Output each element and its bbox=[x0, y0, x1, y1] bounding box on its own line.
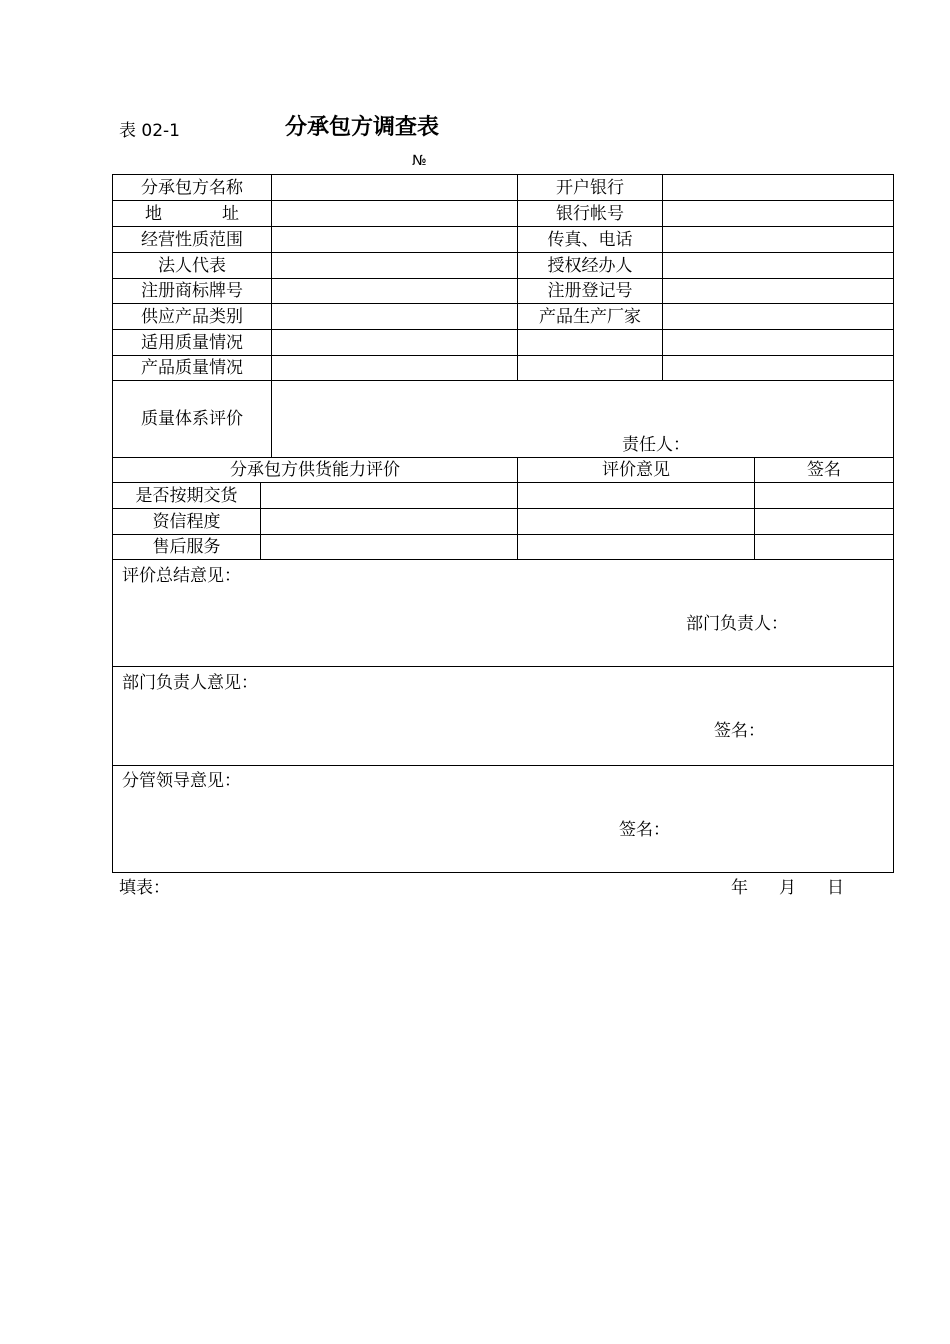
field-bank-account[interactable] bbox=[663, 201, 893, 226]
label-address-a: 地 bbox=[145, 204, 162, 224]
field-quality-system[interactable] bbox=[272, 381, 893, 457]
header-signature: 签名 bbox=[807, 460, 841, 480]
label-day: 日 bbox=[827, 878, 844, 898]
field-manufacturer[interactable] bbox=[663, 304, 893, 329]
label-leader-sign: 签名： bbox=[619, 820, 670, 840]
label-applicable-quality: 适用质量情况 bbox=[141, 333, 243, 353]
label-product-category: 供应产品类别 bbox=[141, 307, 243, 327]
label-after-sales: 售后服务 bbox=[152, 537, 221, 557]
label-address-b: 址 bbox=[222, 204, 239, 224]
field-business-scope[interactable] bbox=[272, 227, 517, 252]
label-responsible: 责任人： bbox=[622, 435, 690, 455]
row-line bbox=[112, 666, 894, 667]
label-bank-account: 银行帐号 bbox=[556, 204, 624, 224]
label-manufacturer: 产品生产厂家 bbox=[539, 307, 641, 327]
field-fax-phone[interactable] bbox=[663, 227, 893, 252]
header-eval-opinion: 评价意见 bbox=[602, 460, 670, 480]
table-border-bottom bbox=[112, 872, 894, 873]
form-code: 表 02-1 bbox=[119, 121, 180, 141]
label-trademark: 注册商标牌号 bbox=[141, 281, 243, 301]
label-quality-system: 质量体系评价 bbox=[141, 409, 243, 429]
field-registration-no[interactable] bbox=[663, 279, 893, 303]
label-business-scope: 经营性质范围 bbox=[141, 230, 243, 250]
col-line bbox=[260, 482, 261, 560]
label-fax-phone: 传真、电话 bbox=[547, 230, 633, 250]
label-credit: 资信程度 bbox=[152, 512, 221, 532]
label-subcontractor-name: 分承包方名称 bbox=[141, 178, 243, 198]
label-on-time-delivery: 是否按期交货 bbox=[135, 486, 238, 506]
label-authorized-agent: 授权经办人 bbox=[547, 256, 633, 276]
label-address bbox=[145, 201, 239, 227]
label-bank: 开户银行 bbox=[556, 178, 624, 198]
label-dept-head: 部门负责人： bbox=[686, 614, 788, 634]
field-product-category[interactable] bbox=[272, 304, 517, 329]
number-mark: № bbox=[412, 153, 427, 169]
label-year: 年 bbox=[731, 878, 748, 898]
row-line bbox=[112, 765, 894, 766]
label-leader-opinion: 分管领导意见： bbox=[122, 771, 241, 791]
label-month: 月 bbox=[779, 878, 796, 898]
label-filler: 填表： bbox=[119, 878, 170, 898]
field-trademark[interactable] bbox=[272, 279, 517, 303]
page-title: 分承包方调查表 bbox=[285, 115, 440, 140]
field-authorized-agent[interactable] bbox=[663, 253, 893, 278]
field-subcontractor-name[interactable] bbox=[272, 175, 517, 200]
header-supply-eval: 分承包方供货能力评价 bbox=[230, 460, 400, 480]
label-legal-rep: 法人代表 bbox=[158, 256, 226, 276]
label-dept-opinion: 部门负责人意见： bbox=[122, 673, 258, 693]
field-address[interactable] bbox=[272, 201, 517, 226]
label-dept-sign: 签名： bbox=[714, 721, 765, 741]
label-registration-no: 注册登记号 bbox=[547, 281, 633, 301]
field-bank[interactable] bbox=[663, 175, 893, 200]
label-summary: 评价总结意见： bbox=[122, 566, 241, 586]
label-product-quality: 产品质量情况 bbox=[141, 358, 243, 378]
field-legal-rep[interactable] bbox=[272, 253, 517, 278]
